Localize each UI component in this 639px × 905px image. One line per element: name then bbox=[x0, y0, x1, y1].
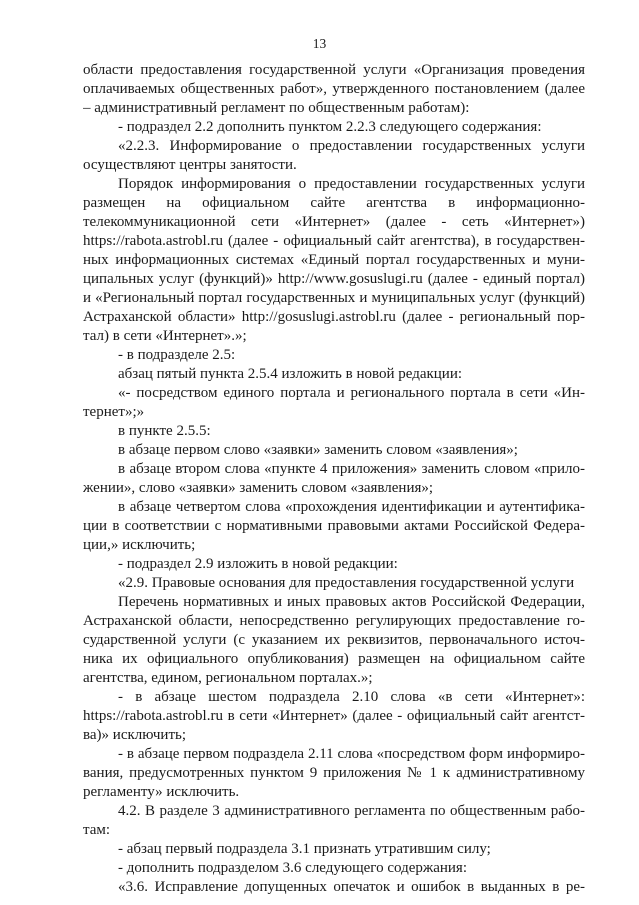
text-line: и «Региональный портал государственных и муниципальных услуг (функций) bbox=[83, 290, 585, 306]
text-line: осуществляют центры занятости. bbox=[83, 157, 297, 173]
text-line: ника их официального опубликования) размещен на официальном сайте bbox=[83, 651, 585, 667]
text-line: жении», слово «заявки» заменить словом «заявления»; bbox=[83, 480, 434, 496]
text-line: - в абзаце первом подраздела 2.11 слова «посредством форм информиро- bbox=[118, 746, 585, 762]
text-line: Перечень нормативных и иных правовых актов Российской Федерации, bbox=[118, 594, 585, 610]
text-line: - абзац первый подраздела 3.1 признать утратившим силу; bbox=[118, 841, 491, 857]
text-line: - в подразделе 2.5: bbox=[118, 347, 236, 363]
page-number: 13 bbox=[312, 36, 327, 51]
text-line: «2.2.3. Информирование о предоставлении государственных услуги bbox=[118, 138, 585, 154]
text-line: - подраздел 2.2 дополнить пунктом 2.2.3 следующего содержания: bbox=[118, 119, 542, 135]
text-line: агентства, едином, региональном порталах.»; bbox=[83, 670, 373, 686]
text-line: там: bbox=[83, 822, 111, 838]
text-line: - подраздел 2.9 изложить в новой редакции: bbox=[118, 556, 398, 572]
text-line: ции в соответствии с нормативными правовыми актами Российской Федера- bbox=[83, 518, 585, 534]
text-line: размещен на официальном сайте агентства в информационно- bbox=[83, 195, 585, 211]
text-line: области предоставления государственной услуги «Организация проведения bbox=[83, 62, 585, 78]
text-line: сударственной услуги (с указанием их реквизитов, первоначального источ- bbox=[83, 632, 585, 648]
text-line: «2.9. Правовые основания для предоставления государственной услуги bbox=[118, 575, 575, 591]
text-line: тал) в сети «Интернет».»; bbox=[83, 328, 247, 344]
text-line: Порядок информирования о предоставлении государственных услуги bbox=[118, 176, 585, 192]
text-line: в абзаце четвертом слова «прохождения идентификации и аутентифика- bbox=[118, 499, 585, 515]
text-line: - дополнить подразделом 3.6 следующего содержания: bbox=[118, 860, 467, 876]
text-line: регламенту» исключить. bbox=[83, 784, 240, 800]
text-line: абзац пятый пункта 2.5.4 изложить в новой редакции: bbox=[118, 366, 463, 382]
text-line: - в абзаце шестом подраздела 2.10 слова «в сети «Интернет»: bbox=[118, 689, 585, 705]
text-line: Астраханской области, непосредственно регулирующих предоставление го- bbox=[83, 613, 585, 629]
text-line: Астраханской области» http://gosuslugi.astrobl.ru (далее - региональный пор- bbox=[83, 309, 585, 325]
text-line: тернет»;» bbox=[83, 404, 145, 420]
text-line: ции,» исключить; bbox=[83, 537, 196, 553]
text-line: 4.2. В разделе 3 административного регламента по общественным рабо- bbox=[118, 803, 585, 819]
text-line: в пункте 2.5.5: bbox=[118, 423, 211, 439]
text-line: «- посредством единого портала и регионального портала в сети «Ин- bbox=[118, 385, 585, 401]
text-line: телекоммуникационной сети «Интернет» (далее - сеть «Интернет») bbox=[83, 214, 585, 230]
text-line: в абзаце втором слова «пункте 4 приложения» заменить словом «прило- bbox=[118, 461, 585, 477]
text-line: «3.6. Исправление допущенных опечаток и ошибок в выданных в ре- bbox=[118, 879, 585, 895]
text-line: ных информационных системах «Единый портал государственных и муни- bbox=[83, 252, 585, 268]
text-line: вания, предусмотренных пунктом 9 приложения № 1 к административному bbox=[83, 765, 585, 781]
text-line: ципальных услуг (функций)» http://www.gosuslugi.ru (далее - единый портал) bbox=[83, 271, 585, 287]
text-line: https://rabota.astrobl.ru в сети «Интернет» (далее - официальный сайт агентст- bbox=[83, 708, 585, 724]
text-line: https://rabota.astrobl.ru (далее - официальный сайт агентства), в государствен- bbox=[83, 233, 585, 249]
text-line: оплачиваемых общественных работ», утвержденного постановлением (далее bbox=[83, 81, 585, 97]
text-line: – административный регламент по общественным работам): bbox=[83, 100, 470, 116]
text-line: в абзаце первом слово «заявки» заменить словом «заявления»; bbox=[118, 442, 518, 458]
text-line: ва)» исключить; bbox=[83, 727, 187, 743]
